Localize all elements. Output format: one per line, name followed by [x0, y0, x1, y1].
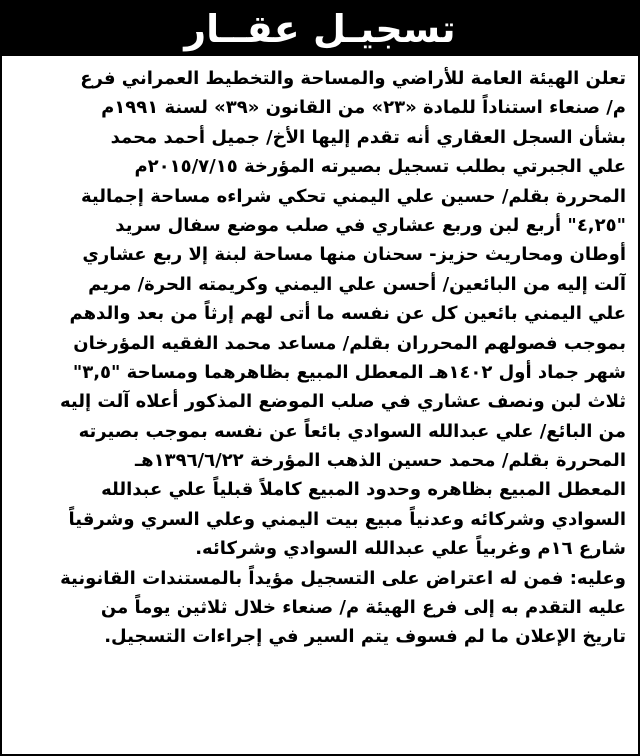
notice-body-line: آلت إليه من البائعين/ أحسن علي اليمني وكريمته الحرة/ مريم	[88, 273, 626, 295]
notice-body	[14, 64, 626, 748]
notice-body-line: من البائع/ علي عبدالله السوادي بائعاً عن نفسه بموجب بصيرته	[78, 420, 626, 442]
notice-body-line: ثلاث لبن ونصف عشاري في صلب الموضع المذكور أعلاه آلت إليه	[59, 391, 626, 413]
notice-body-line: تعلن الهيئة العامة للأراضي والمساحة والتخطيط العمراني فرع	[80, 68, 626, 89]
notice-body-line: المحررة بقلم/ حسين علي اليمني تحكي شراءه مساحة إجمالية	[80, 185, 626, 207]
notice-body-line: "٤,٢٥" أربع لبن وربع عشاري في صلب موضع سفال سريد	[115, 214, 626, 236]
notice-body-line: بشأن السجل العقاري أنه تقدم إليها الأخ/ جميل أحمد محمد	[110, 126, 626, 148]
notice-body-line: شارع ١٦م وغربياً علي عبدالله السوادي وشركائه.	[195, 538, 626, 560]
notice-body-line: وعليه: فمن له اعتراض على التسجيل مؤيداً بالمستندات القانونية	[60, 567, 626, 589]
notice-body-line: السوادي وشركائه وعدنياً مبيع بيت اليمني وعلي السري وشرقياً	[68, 508, 626, 530]
notice-body-line: المحررة بقلم/ محمد حسين الذهب المؤرخة ١٣٩٦/٦/٢٢هـ	[134, 450, 626, 472]
notice-body-line: شهر جماد أول ١٤٠٢هـ المعطل المبيع بظاهرهما ومساحة "٣,٥"	[72, 361, 626, 383]
notice-body-line: عليه التقدم به إلى فرع الهيئة م/ صنعاء خلال ثلاثين يوماً من	[100, 597, 626, 619]
notice-body-line: م/ صنعاء استناداً للمادة «٢٣» من القانون «٣٩» لسنة ١٩٩١م	[101, 97, 626, 119]
notice-body-line: المعطل المبيع بظاهره وحدود المبيع كاملاً قبلياً علي عبدالله	[101, 479, 626, 501]
notice-header-bar	[2, 2, 638, 56]
notice-body-line: بموجب فصولهم المحرران بقلم/ مساعد محمد الفقيه المؤرخان	[73, 332, 626, 354]
notice-title: تسجيـل عقــار	[184, 7, 456, 51]
notice-body-line: أوطان ومحاريث حزيز- سحنان منها مساحة لبنة إلا ربع عشاري	[82, 244, 626, 266]
notice-body-line: علي اليمني بائعين كل عن نفسه ما أتى لهم إرثاً من بعد والدهم	[69, 303, 626, 325]
notice-body-line: علي الجبرتي بطلب تسجيل بصيرته المؤرخة ٢٠١٥/٧/١٥م	[134, 156, 626, 178]
notice-body-line: تاريخ الإعلان ما لم فسوف يتم السير في إجراءات التسجيل.	[104, 626, 626, 648]
